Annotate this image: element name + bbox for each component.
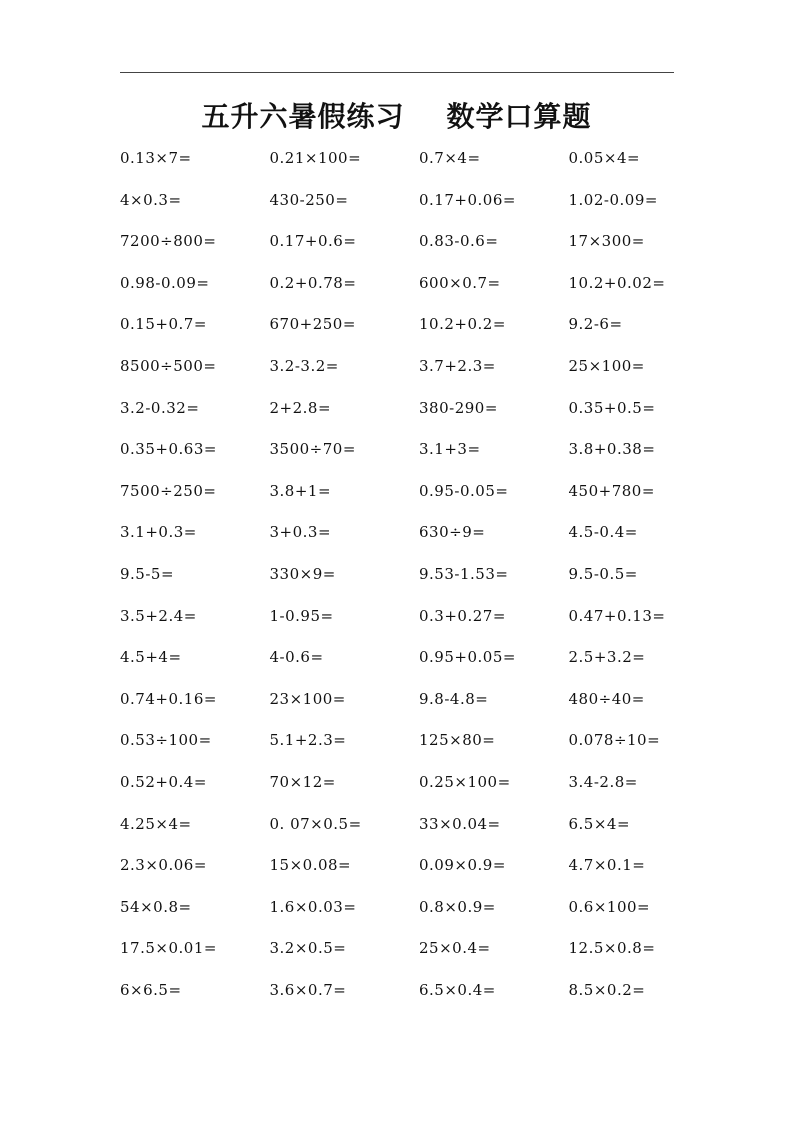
problem-row — [120, 519, 720, 561]
problem-item: 0.8×0.9= — [419, 897, 496, 916]
problem-item: 3.8+1= — [269, 481, 332, 500]
problem-item: 25×100= — [568, 356, 645, 375]
problem-item: 0.95-0.05= — [419, 481, 509, 500]
problem-item: 2.3×0.06= — [120, 856, 207, 875]
problem-item: 4.7×0.1= — [568, 856, 646, 875]
problem-item: 3.6×0.7= — [269, 980, 347, 999]
problem-row — [120, 561, 720, 603]
problem-item: 10.2+0.2= — [419, 315, 506, 334]
problem-item: 125×80= — [419, 731, 496, 750]
problem-item: 8500÷500= — [120, 356, 217, 375]
problem-item: 23×100= — [269, 689, 346, 708]
problem-item: 0.2+0.78= — [269, 273, 357, 292]
problem-row — [120, 977, 720, 1019]
page-title — [0, 98, 793, 136]
problem-item: 9.5-5= — [120, 564, 175, 583]
problem-row — [120, 686, 720, 728]
problem-row — [120, 935, 720, 977]
problem-item: 9.5-0.5= — [568, 564, 638, 583]
problem-row — [120, 811, 720, 853]
problem-item: 6×6.5= — [120, 980, 182, 999]
problem-row — [120, 769, 720, 811]
problem-item: 0.35+0.63= — [120, 440, 217, 459]
title-part-1: 五升六暑假练习 — [201, 100, 405, 133]
problem-row — [120, 270, 720, 312]
problem-item: 7500÷250= — [120, 481, 217, 500]
problem-item: 4.5+4= — [120, 648, 182, 667]
problem-item: 0.078÷10= — [568, 731, 661, 750]
problem-item: 3+0.3= — [269, 523, 332, 542]
problem-item: 480÷40= — [568, 689, 645, 708]
problem-row — [120, 145, 720, 187]
problem-item: 15×0.08= — [269, 856, 352, 875]
problem-item: 670+250= — [269, 315, 356, 334]
problem-row — [120, 727, 720, 769]
problem-item: 0.47+0.13= — [568, 606, 666, 625]
problem-row — [120, 852, 720, 894]
problem-item: 600×0.7= — [419, 273, 501, 292]
title-part-2: 数学口算题 — [446, 100, 592, 133]
problem-row — [120, 311, 720, 353]
problem-item: 2.5+3.2= — [568, 648, 646, 667]
problem-item: 380-290= — [419, 398, 498, 417]
problem-item: 0.83-0.6= — [419, 232, 499, 251]
problem-item: 0.17+0.06= — [419, 190, 516, 209]
problem-item: 0.35+0.5= — [568, 398, 656, 417]
problem-item: 3.7+2.3= — [419, 356, 496, 375]
problem-item: 0.25×100= — [419, 772, 511, 791]
problem-item: 25×0.4= — [419, 939, 491, 958]
problem-item: 0.74+0.16= — [120, 689, 217, 708]
problem-item: 0.17+0.6= — [269, 232, 357, 251]
problem-item: 4.25×4= — [120, 814, 192, 833]
problem-item: 3.5+2.4= — [120, 606, 197, 625]
problem-item: 12.5×0.8= — [568, 939, 656, 958]
problem-row — [120, 395, 720, 437]
problem-item: 0.6×100= — [568, 897, 651, 916]
problem-item: 70×12= — [269, 772, 336, 791]
problem-item: 0.98-0.09= — [120, 273, 210, 292]
problem-row — [120, 187, 720, 229]
problem-item: 33×0.04= — [419, 814, 501, 833]
problem-item: 0.53÷100= — [120, 731, 212, 750]
problem-item: 54×0.8= — [120, 897, 192, 916]
problem-row — [120, 894, 720, 936]
problem-item: 0.52+0.4= — [120, 772, 207, 791]
problem-item: 0.05×4= — [568, 149, 641, 167]
problem-item: 6.5×0.4= — [419, 980, 496, 999]
problem-item: 3.1+0.3= — [120, 523, 197, 542]
problem-row — [120, 644, 720, 686]
problem-item: 4.5-0.4= — [568, 523, 638, 542]
problem-item: 0.21×100= — [269, 149, 362, 167]
problem-item: 0.7×4= — [419, 149, 481, 167]
problem-row — [120, 603, 720, 645]
problem-item: 3500÷70= — [269, 440, 356, 459]
problem-row — [120, 478, 720, 520]
problem-row — [120, 436, 720, 478]
problem-item: 3.2-0.32= — [120, 398, 200, 417]
problem-row — [120, 353, 720, 395]
problem-item: 3.2×0.5= — [269, 939, 347, 958]
problem-item: 330×9= — [269, 564, 336, 583]
problem-item: 10.2+0.02= — [568, 273, 666, 292]
problem-item: 4×0.3= — [120, 190, 182, 209]
problem-item: 3.8+0.38= — [568, 440, 656, 459]
problem-item: 17×300= — [568, 232, 645, 251]
problem-item: 630÷9= — [419, 523, 486, 542]
problem-item: 3.1+3= — [419, 440, 481, 459]
problem-item: 1.02-0.09= — [568, 190, 658, 209]
problem-item: 9.8-4.8= — [419, 689, 489, 708]
problem-item: 0.15+0.7= — [120, 315, 207, 334]
problem-item: 0. 07×0.5= — [269, 814, 362, 833]
problem-item: 0.3+0.27= — [419, 606, 506, 625]
problem-item: 9.53-1.53= — [419, 564, 509, 583]
problem-item: 9.2-6= — [568, 315, 623, 334]
header-rule — [120, 72, 674, 73]
problem-row — [120, 228, 720, 270]
problem-item: 5.1+2.3= — [269, 731, 347, 750]
problem-item: 8.5×0.2= — [568, 980, 646, 999]
problem-item: 430-250= — [269, 190, 349, 209]
problem-item: 0.95+0.05= — [419, 648, 516, 667]
problem-item: 4-0.6= — [269, 648, 324, 667]
problem-item: 1-0.95= — [269, 606, 334, 625]
problem-item: 0.13×7= — [120, 149, 192, 167]
problem-item: 17.5×0.01= — [120, 939, 217, 958]
problem-item: 6.5×4= — [568, 814, 631, 833]
problem-item: 450+780= — [568, 481, 655, 500]
problem-item: 3.2-3.2= — [269, 356, 339, 375]
problem-item: 1.6×0.03= — [269, 897, 357, 916]
problem-item: 3.4-2.8= — [568, 772, 638, 791]
problem-item: 7200÷800= — [120, 232, 217, 251]
problem-item: 2+2.8= — [269, 398, 332, 417]
problem-item: 0.09×0.9= — [419, 856, 506, 875]
problem-grid — [120, 145, 720, 1018]
